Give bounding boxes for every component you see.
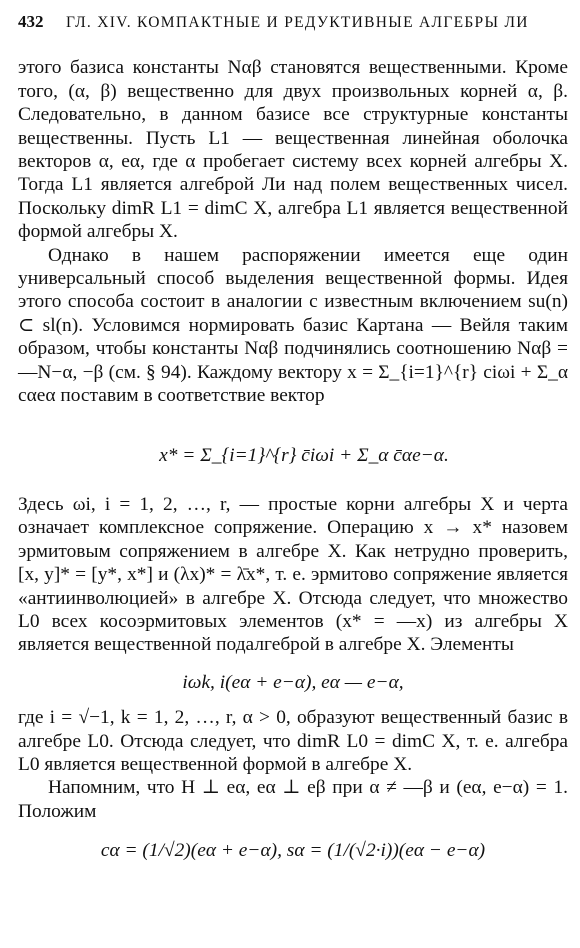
formula-hermitian-conjugate: x* = Σ_{i=1}^{r} c̄iωi + Σ_α c̄αe−α. [159, 444, 449, 466]
page-number: 432 [18, 12, 44, 31]
formula-c-s-definition: cα = (1/√2)(eα + e−α), sα = (1/(√2·i))(eα − e−α) [100, 840, 486, 862]
formula-basis-elements: iωk, i(eα + e−α), eα — e−α, [182, 671, 404, 693]
running-head: ГЛ. XIV. КОМПАКТНЫЕ И РЕДУКТИВНЫЕ АЛГЕБРЫ ЛИ [66, 14, 529, 31]
page-header [18, 10, 568, 34]
paragraph-2: Однако в нашем распоряжении имеется еще один универсальный способ выделения вещественной формы. Идея этого способа состоит в аналогии с известным включением su(n) ⊂ sl(n). Условимся нормировать базис Картана — Вейля таким образом, чтобы константы Nαβ подчинялись соотношению Nαβ = —N−α, −β (см. § 94). Каждому вектору x = Σ_{i=1}^{r} ciωi + Σ_α cαeα поставим в соответствие вектор [18, 244, 568, 407]
paragraph-3: Здесь ωi, i = 1, 2, …, r, — простые корни алгебры X и черта означает комплексное сопряжение. Операцию x → x* назовем эрмитовым сопряжением в алгебре X. Как нетрудно проверить, [x, y]* = [y*, x*] и (λx)* = λ̄x*, т. е. эрмитово сопряжение является «антиинволюцией» в алгебре X. Отсюда следует, что множество L0 всех косоэрмитовых элементов (x* = —x) из алгебры X является вещественной подалгеброй в алгебре X. Элементы [18, 493, 568, 656]
paragraph-4: где i = √−1, k = 1, 2, …, r, α > 0, образуют вещественный базис в алгебре L0. Отсюда следует, что dimR L0 = dimC X, т. е. алгебра L0 является вещественной формой в алгебре X. [18, 707, 568, 775]
paragraph-1: этого базиса константы Nαβ становятся вещественными. Кроме того, (α, β) вещественно для двух произвольных корней α, β. Следовательно, в данном базисе все структурные константы вещественны. Пусть L1 — вещественная линейная оболочка векторов α, eα, где α пробегает систему всех корней алгебры X. Тогда L1 является алгеброй Ли над полем вещественных чисел. Поскольку dimR L1 = dimC X, алгебра L1 является вещественной формой алгебры X. [18, 57, 568, 243]
paragraph-5: Напомним, что H ⊥ eα, eα ⊥ eβ при α ≠ —β и (eα, e−α) = 1. Положим [18, 777, 568, 822]
